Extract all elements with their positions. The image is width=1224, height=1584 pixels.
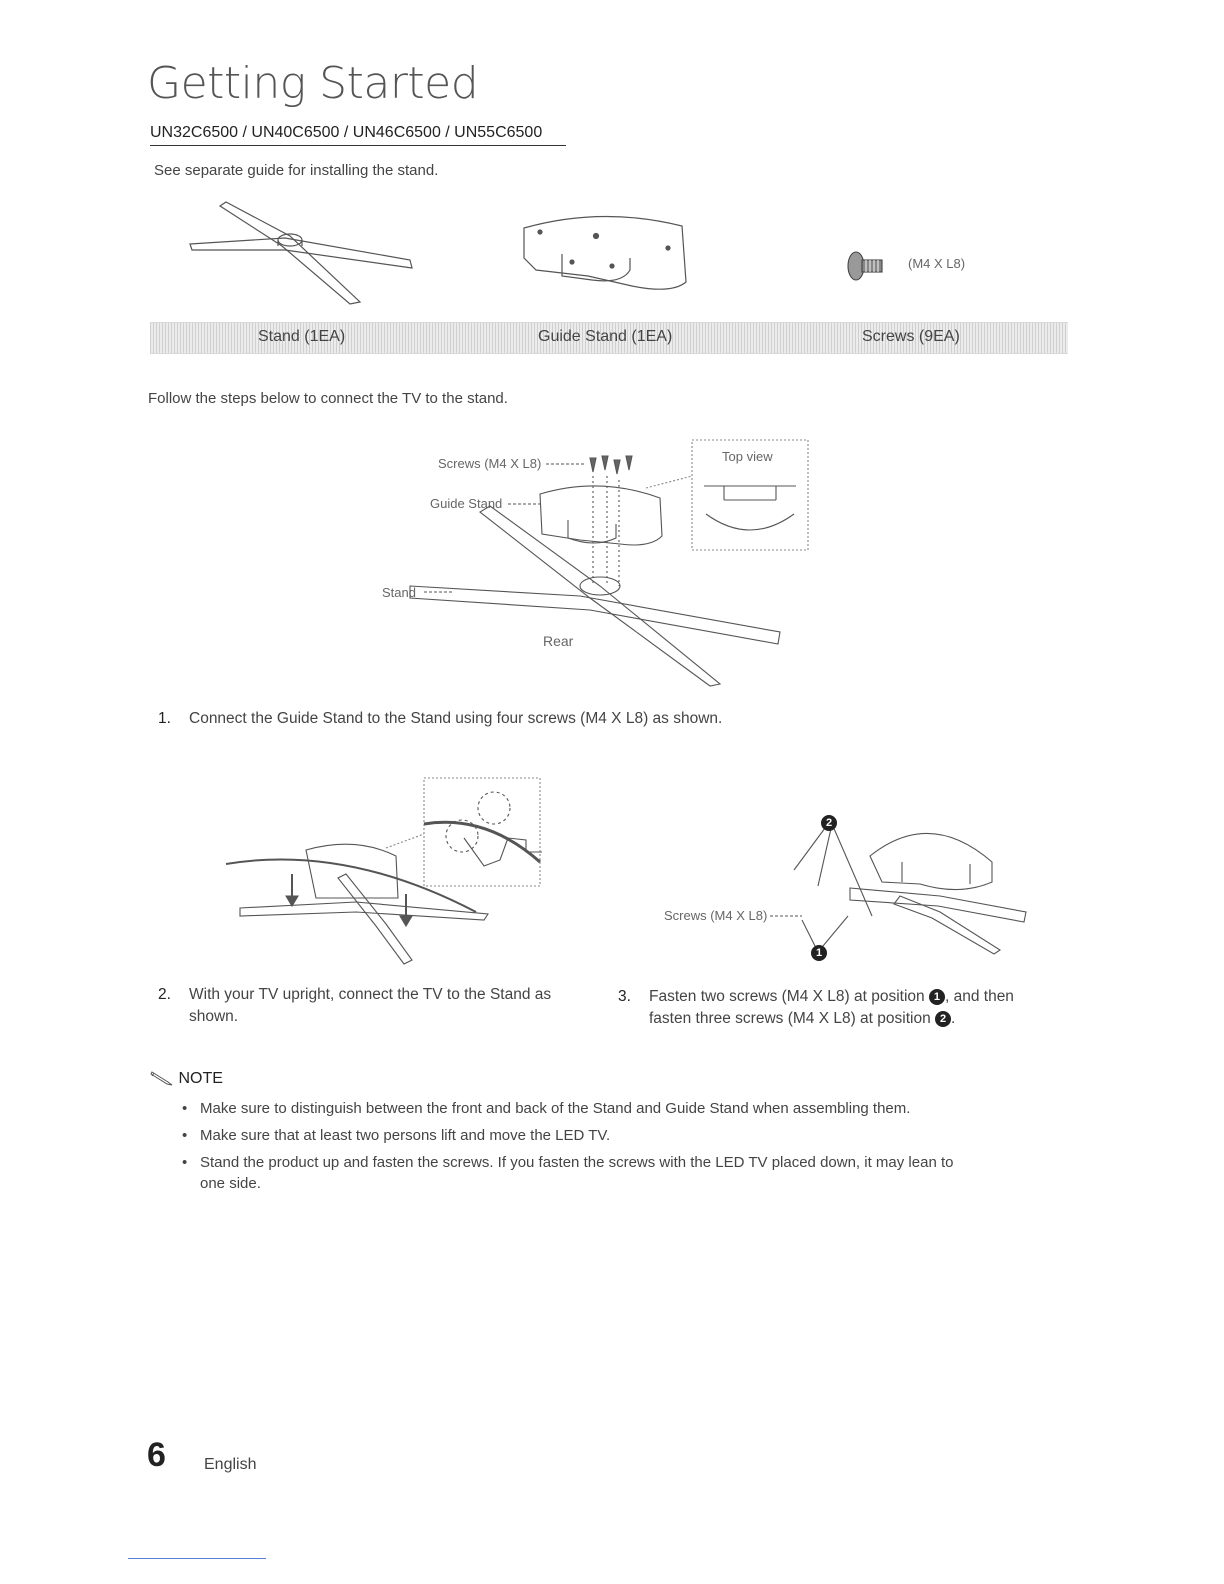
step-3-line1	[649, 986, 1014, 1008]
note-heading	[150, 1070, 223, 1088]
guide-stand-label: Guide Stand (1EA)	[538, 328, 673, 345]
step-1-text: Connect the Guide Stand to the Stand using four screws (M4 X L8) as shown.	[189, 710, 723, 727]
guide-stand-illustration	[522, 210, 702, 300]
diagram2-tv-mount	[226, 774, 546, 970]
diagram1-screws-label: Screws (M4 X L8)	[438, 456, 542, 471]
note-item: • Make sure that at least two persons lift and move the LED TV.	[182, 1127, 611, 1144]
note-item-text: one side.	[200, 1175, 261, 1192]
note-item-continuation	[180, 1173, 1060, 1194]
step-3-text-line1-end: , and then	[944, 988, 1014, 1005]
note-item-text: Make sure to distinguish between the front and back of the Stand and Guide Stand when assembling them.	[200, 1100, 911, 1117]
diagram1-stand-label: Stand	[382, 585, 416, 600]
marker-1-icon: 1	[811, 945, 827, 961]
pencil-icon	[150, 1070, 174, 1086]
screw-spec: (M4 X L8)	[908, 256, 966, 271]
note-item: • Stand the product up and fasten the screws. If you fasten the screws with the LED TV placed down, it may lean to	[182, 1154, 954, 1171]
page-title: Getting Started	[147, 58, 479, 109]
marker-2-icon: 2	[935, 1011, 951, 1027]
step-3-line2	[649, 1008, 955, 1030]
diagram3-screw-positions	[770, 800, 1030, 970]
marker-2-icon: 2	[821, 815, 837, 831]
step-3	[618, 986, 1058, 1034]
step-1	[158, 708, 958, 732]
note-list	[180, 1098, 1060, 1200]
step-1-number: 1.	[158, 710, 171, 727]
screw-icon	[846, 248, 886, 284]
model-numbers: UN32C6500 / UN40C6500 / UN46C6500 / UN55C6500	[150, 124, 566, 146]
diagram1-assembly	[380, 436, 820, 686]
diagram1-rear-label: Rear	[543, 633, 574, 649]
note-heading-text: NOTE	[178, 1070, 223, 1087]
note-item: • Make sure to distinguish between the front and back of the Stand and Guide Stand when assembling them.	[182, 1100, 911, 1117]
step-2	[158, 984, 598, 1032]
step-2-text-line1: With your TV upright, connect the TV to the Stand as	[189, 986, 552, 1003]
language-label: English	[204, 1456, 257, 1473]
components-label-bar	[150, 322, 1068, 354]
note-item-text: Make sure that at least two persons lift and move the LED TV.	[200, 1127, 611, 1144]
follow-instructions: Follow the steps below to connect the TV to the stand.	[148, 390, 508, 407]
step-3-text-line2-end: .	[951, 1010, 956, 1027]
step-3-text-line2: fasten three screws (M4 X L8) at position	[649, 1010, 931, 1027]
stand-illustration	[190, 198, 430, 308]
stand-label: Stand (1EA)	[258, 328, 346, 345]
diagram1-top-view-label: Top view	[722, 449, 773, 464]
screws-label: Screws (9EA)	[862, 328, 960, 345]
marker-1-icon: 1	[929, 989, 945, 1005]
page-number: 6	[147, 1436, 166, 1474]
step-2-text-line2: shown.	[189, 1008, 239, 1025]
step-3-text-line1: Fasten two screws (M4 X L8) at position	[649, 988, 925, 1005]
step-2-number: 2.	[158, 986, 171, 1003]
step-3-number: 3.	[618, 988, 631, 1005]
diagram1-guide-stand-label: Guide Stand	[430, 496, 503, 511]
intro-text: See separate guide for installing the stand.	[154, 162, 439, 179]
note-item-text: Stand the product up and fasten the screws. If you fasten the screws with the LED TV placed down, it may lean to	[200, 1154, 954, 1171]
diagram3-screws-label: Screws (M4 X L8)	[664, 908, 768, 923]
footer-divider	[128, 1558, 266, 1559]
